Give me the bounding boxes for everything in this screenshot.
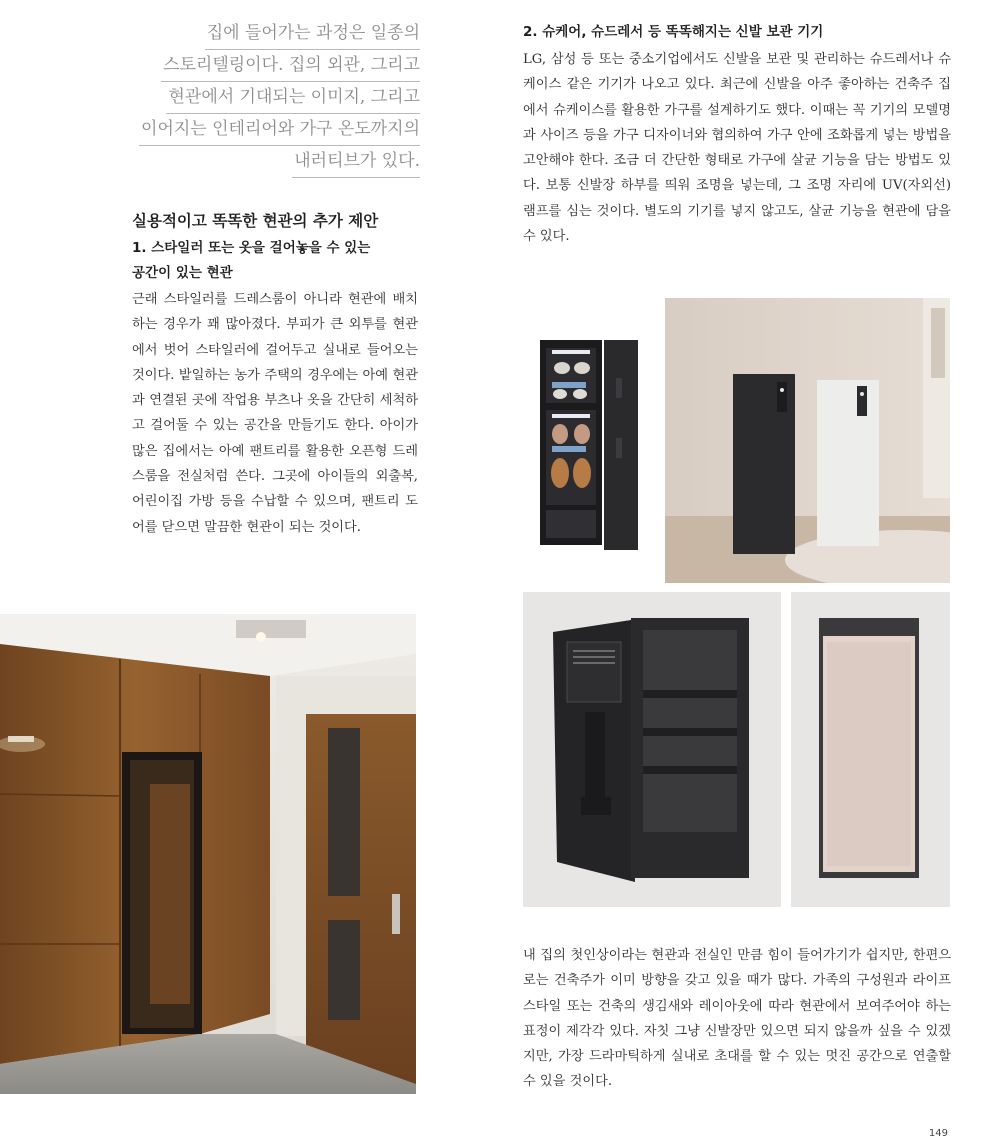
section-title: 실용적이고 똑똑한 현관의 추가 제안 (132, 212, 379, 230)
shoe-care-cabinet-photo (538, 338, 642, 552)
left-text-column (132, 208, 418, 540)
pull-quote-line: 스토리텔링이다. 집의 외관, 그리고 (161, 50, 420, 82)
entryway-photo (0, 614, 416, 1094)
pull-quote (130, 18, 420, 178)
pull-quote-line: 집에 들어가는 과정은 일종의 (205, 18, 420, 50)
body-paragraph: LG, 삼성 등 또는 중소기업에서도 신발을 보관 및 관리하는 슈드레서나 슈케이스 같은 기기가 나오고 있다. 최근에 신발을 아주 좋아하는 건축주 집에서 슈케이스를 활용한 가구를 설계하기도 했다. 이때는 꼭 기기의 모델명과 사이즈 등을 가구 디자이너와 협의하여 가구 안에 조화롭게 넣는 방법을 고안해야 한다. 조금 더 간단한 형태로 가구에 살균 기능을 담는 방법도 있다. 보통 신발장 하부를 띄워 조명을 넣는데, 그 조명 자리에 UV(자외선) 램프를 심는 것이다. 별도의 기기를 넣지 않고도, 살균 기능을 현관에 담을 수 있다. (523, 52, 951, 245)
closing-paragraph: 내 집의 첫인상이라는 현관과 전실인 만큼 힘이 들어가기가 쉽지만, 한편으로는 건축주가 이미 방향을 갖고 있을 때가 많다. 가족의 구성원과 라이프스타일 또는 건축의 생김새와 레이아웃에 따라 현관에서 보여주어야 하는 표정이 제각각 있다. 자칫 그냥 신발장만 있으면 되지 않을까 싶을 수 있겠지만, 가장 드라마틱하게 실내로 초대를 할 수 있는 멋진 공간으로 연출할 수 있을 것이다. (523, 948, 951, 1090)
subsection-title-line: 1. 스타일러 또는 옷을 걸어놓을 수 있는 (132, 240, 371, 256)
subsection-title-1 (132, 236, 418, 286)
pull-quote-line: 이어지는 인테리어와 가구 온도까지의 (139, 114, 420, 146)
pull-quote-line: 현관에서 기대되는 이미지, 그리고 (166, 82, 420, 114)
right-text-column (523, 20, 951, 249)
subsection-title-line: 공간이 있는 현관 (132, 265, 233, 281)
pull-quote-line: 내러티브가 있다. (292, 146, 420, 178)
shoe-dresser-room-photo (665, 298, 950, 583)
body-paragraph: 근래 스타일러를 드레스룸이 아니라 현관에 배치하는 경우가 꽤 많아졌다. 부피가 큰 외투를 현관에서 벗어 스타일러에 걸어두고 실내로 들어오는 것이다. 밭일하는 농가 주택의 경우에는 아예 현관과 연결된 곳에 작업용 부츠나 옷을 간단히 세척하고 걸어둘 수 있는 공간을 만들기도 한다. 아이가 많은 집에서는 아예 팬트리를 활용한 오픈형 드레스룸을 전실처럼 쓴다. 그곳에 아이들의 외출복, 어린이집 가방 등을 수납할 수 있으며, 팬트리 도어를 닫으면 말끔한 현관이 되는 것이다. (132, 292, 418, 535)
subsection-title-2: 2. 슈케어, 슈드레서 등 똑똑해지는 신발 보관 기기 (523, 24, 824, 40)
page-number: 149 (928, 1128, 948, 1139)
closing-text-column (523, 942, 951, 1095)
pink-shoe-dresser-photo (791, 592, 950, 907)
dark-shoe-care-photo (523, 592, 781, 907)
